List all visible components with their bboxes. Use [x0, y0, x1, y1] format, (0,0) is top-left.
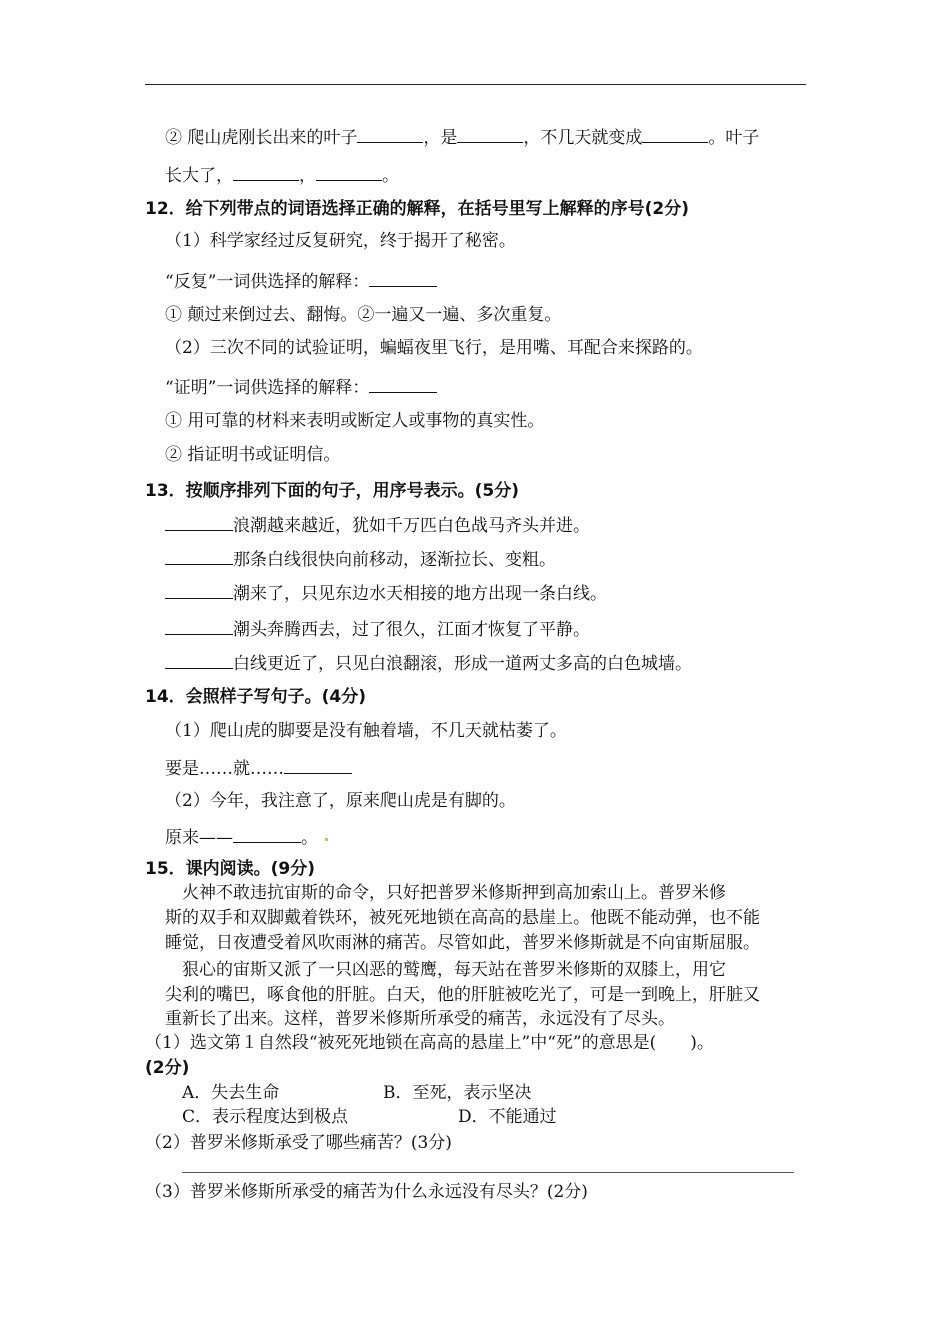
blank[interactable]	[642, 126, 708, 143]
q12-prompt-2	[165, 376, 437, 399]
q11-item2-line2	[165, 164, 399, 187]
q13-sentence	[165, 582, 607, 605]
text-segment: 。叶子	[708, 128, 760, 148]
answer-blank[interactable]	[233, 826, 301, 843]
text-segment: 要是……就……	[165, 759, 284, 779]
text-segment: ，是	[423, 128, 458, 148]
blank[interactable]	[233, 164, 299, 181]
order-blank[interactable]	[165, 582, 233, 599]
choice-d[interactable]: D．不能通过	[458, 1107, 557, 1127]
q14-sentence-1: （1）爬山虎的脚要是没有触着墙，不几天就枯萎了。	[165, 721, 567, 741]
q15-question-1: （1）选文第１自然段“被死死地锁在高高的悬崖上”中“死”的意思是( )。	[145, 1033, 714, 1053]
answer-line[interactable]	[182, 1172, 794, 1173]
q13-sentence	[165, 652, 692, 675]
q12-title: 12．给下列带点的词语选择正确的解释，在括号里写上解释的序号(2分)	[145, 199, 690, 219]
q12-options-1: ① 颠过来倒过去、翻悔。②一遍又一遍、多次重复。	[165, 305, 562, 325]
answer-blank[interactable]	[369, 270, 437, 287]
text-segment: 。	[382, 166, 399, 186]
q14-pattern-1	[165, 757, 352, 780]
blank[interactable]	[357, 126, 423, 143]
choice-a[interactable]: A．失去生命	[182, 1083, 280, 1103]
blank[interactable]	[316, 164, 382, 181]
q12-prompt-1	[165, 270, 437, 293]
q15-question-2: （2）普罗米修斯承受了哪些痛苦？(3分)	[145, 1133, 452, 1153]
q15-para2-line: 狠心的宙斯又派了一只凶恶的鹫鹰，每天站在普罗米修斯的双膝上，用它	[182, 960, 726, 980]
q15-para1-line: 睡觉，日夜遭受着风吹雨淋的痛苦。尽管如此，普罗米修斯就是不向宙斯屈服。	[165, 933, 760, 953]
text-segment: 长大了，	[165, 166, 233, 186]
order-blank[interactable]	[165, 548, 233, 565]
q15-para2-line: 重新长了出来。这样，普罗米修斯所承受的痛苦，永远没有了尽头。	[165, 1009, 675, 1029]
text-segment: 原来——	[165, 828, 233, 848]
blank[interactable]	[457, 126, 523, 143]
text-segment: 潮来了，只见东边水天相接的地方出现一条白线。	[233, 584, 607, 604]
text-segment: “证明”一词供选择的解释：	[165, 378, 370, 398]
choice-b[interactable]: B．至死，表示坚决	[383, 1083, 532, 1103]
text-segment: 白线更近了，只见白浪翻滚，形成一道两丈多高的白色城墙。	[233, 654, 692, 674]
text-segment: 那条白线很快向前移动，逐渐拉长、变粗。	[233, 550, 556, 570]
q13-sentence	[165, 618, 590, 641]
q15-title: 15．课内阅读。(9分)	[145, 859, 316, 879]
q12-sentence-1: （1）科学家经过反复研究，终于揭开了秘密。	[165, 231, 516, 251]
stray-dot	[325, 838, 328, 841]
header-rule	[145, 84, 806, 85]
q14-pattern-2	[165, 826, 318, 849]
q14-sentence-2: （2）今年，我注意了，原来爬山虎是有脚的。	[165, 791, 516, 811]
text-segment: “反复”一词供选择的解释：	[165, 272, 370, 292]
q15-question-1-score: (2分)	[145, 1058, 190, 1078]
q14-title: 14．会照样子写句子。(4分)	[145, 687, 367, 707]
text-segment: 。	[301, 828, 318, 848]
text-segment: 浪潮越来越近，犹如千万匹白色战马齐头并进。	[233, 516, 590, 536]
q12-option-2-2: ② 指证明书或证明信。	[165, 445, 341, 465]
q12-sentence-2: （2）三次不同的试验证明，蝙蝠夜里飞行，是用嘴、耳配合来探路的。	[165, 338, 703, 358]
answer-blank[interactable]	[369, 376, 437, 393]
answer-blank[interactable]	[284, 757, 352, 774]
q13-sentence	[165, 548, 556, 571]
q11-item2-line1	[165, 126, 759, 149]
text-segment: 潮头奔腾西去，过了很久，江面才恢复了平静。	[233, 620, 590, 640]
text-segment: ，	[299, 166, 316, 186]
q12-option-2-1: ① 用可靠的材料来表明或断定人或事物的真实性。	[165, 411, 545, 431]
text-segment: ，不几天就变成	[523, 128, 643, 148]
text-segment: ② 爬山虎刚长出来的叶子	[165, 128, 358, 148]
q13-title: 13．按顺序排列下面的句子，用序号表示。(5分)	[145, 481, 520, 501]
order-blank[interactable]	[165, 652, 233, 669]
order-blank[interactable]	[165, 514, 233, 531]
choice-c[interactable]: C．表示程度达到极点	[182, 1107, 349, 1127]
order-blank[interactable]	[165, 618, 233, 635]
q15-para2-line: 尖利的嘴巴，啄食他的肝脏。白天，他的肝脏被吃光了，可是一到晚上，肝脏又	[165, 985, 760, 1005]
q13-sentence	[165, 514, 590, 537]
q15-para1-line: 火神不敢违抗宙斯的命令，只好把普罗米修斯押到高加索山上。普罗米修	[182, 883, 726, 903]
q15-para1-line: 斯的双手和双脚戴着铁环，被死死地锁在高高的悬崖上。他既不能动弹，也不能	[165, 908, 760, 928]
q15-question-3: （3）普罗米修斯所承受的痛苦为什么永远没有尽头？(2分)	[145, 1182, 588, 1202]
